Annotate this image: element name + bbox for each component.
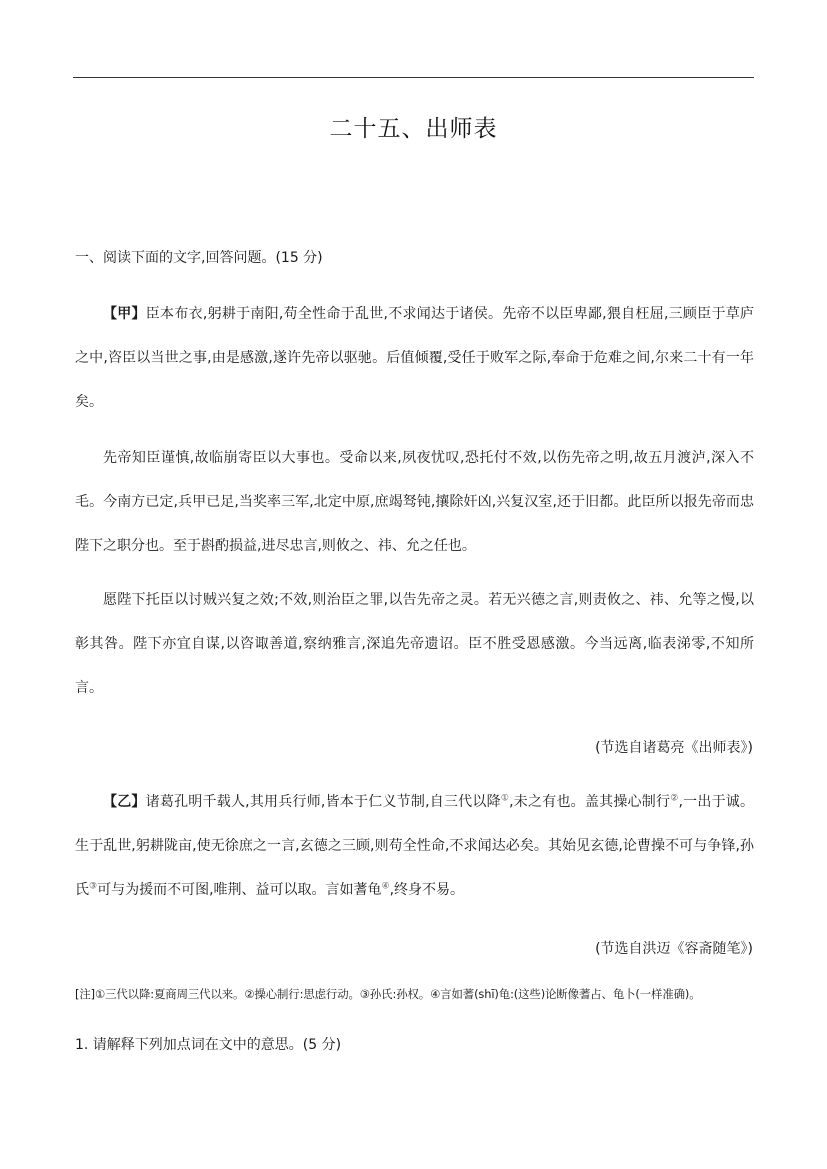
passage-yi-text-4: 可与为援而不可图,唯荆、益可以取。言如蓍龟 xyxy=(97,882,382,898)
footnote-marker-1: ① xyxy=(500,793,510,804)
passage-jia-label: 【甲】 xyxy=(103,306,146,322)
footnote-marker-4: ④ xyxy=(381,881,390,892)
passage-yi-text-3: ,一出于诚。生于乱世,躬耕陇亩,使无徐庶之一言,玄德之三顾,则苟全性命,不求闻达必矣。其始见玄德,论曹操不可与争锋,孙氏 xyxy=(75,794,755,898)
passage-yi-source: (节选自洪迈《容斋随笔》) xyxy=(595,941,753,957)
passage-jia-source: (节选自诸葛亮《出师表》) xyxy=(595,740,753,756)
passage-yi-text-2: ,未之有也。盖其操心制行 xyxy=(509,794,671,810)
section-heading: 一、阅读下面的文字,回答问题。(15 分) xyxy=(75,250,323,266)
header-rule xyxy=(73,77,754,78)
passage-yi-text-1: 诸葛孔明千载人,其用兵行师,皆本于仁义节制,自三代以降 xyxy=(145,794,501,810)
annotation-note: [注]①三代以降:夏商周三代以来。②操心制行:思虑行动。③孙氏:孙权。④言如蓍(shī)龟:(这些)论断像蓍占、龟卜(一样准确)。 xyxy=(75,987,701,1001)
footnote-marker-2: ② xyxy=(670,793,679,804)
passage-jia-paragraph-3: 愿陛下托臣以讨贼兴复之效;不效,则治臣之罪,以告先帝之灵。若无兴德之言,则责攸之、祎、允等之慢,以彰其咎。陛下亦宜自谋,以咨诹善道,察纳雅言,深追先帝遗诏。臣不胜受恩感激。今当远离,临表涕零,不知所言。 xyxy=(75,592,754,696)
passage-jia-paragraph-1 xyxy=(75,292,754,424)
passage-yi-label: 【乙】 xyxy=(103,794,146,810)
footnote-marker-3: ③ xyxy=(89,881,98,892)
question-1: 1. 请解释下列加点词在文中的意思。(5 分) xyxy=(75,1037,342,1053)
page-title: 二十五、出师表 xyxy=(329,116,498,142)
passage-yi-paragraph xyxy=(75,780,754,912)
passage-jia-paragraph-2: 先帝知臣谨慎,故临崩寄臣以大事也。受命以来,夙夜忧叹,恐托付不效,以伤先帝之明,故五月渡泸,深入不毛。今南方已定,兵甲已足,当奖率三军,北定中原,庶竭驽钝,攘除奸凶,兴复汉室,还于旧都。此臣所以报先帝而忠陛下之职分也。至于斟酌损益,进尽忠言,则攸之、祎、允之任也。 xyxy=(75,450,754,554)
passage-jia-text-1: 臣本布衣,躬耕于南阳,苟全性命于乱世,不求闻达于诸侯。先帝不以臣卑鄙,猥自枉屈,三顾臣于草庐之中,咨臣以当世之事,由是感激,遂许先帝以驱驰。后值倾覆,受任于败军之际,奉命于危难之间,尔来二十有一年矣。 xyxy=(75,306,754,410)
passage-yi-text-5: ,终身不易。 xyxy=(389,882,465,898)
